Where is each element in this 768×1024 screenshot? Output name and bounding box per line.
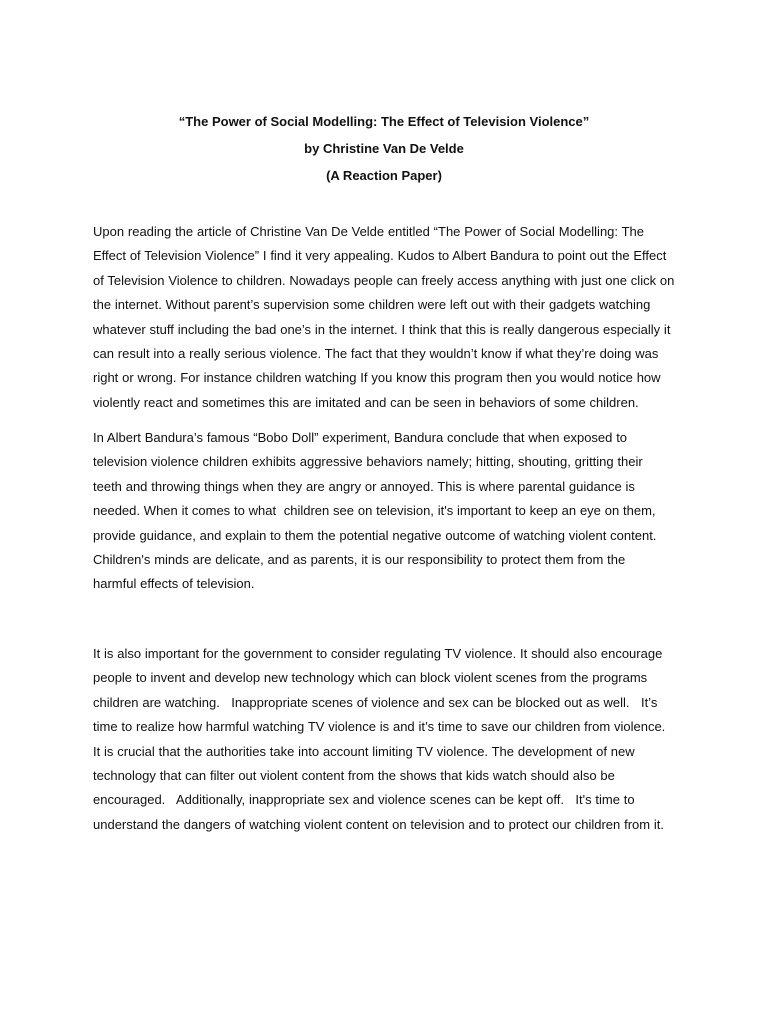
paragraph-1 [93,220,678,415]
text-line: of Television Violence to children. Nowadays people can freely access anything with just one click on [93,272,675,288]
title-block [0,113,768,194]
text-line: teeth and throwing things when they are angry or annoyed. This is where parental guidance is [93,478,635,494]
text-line: In Albert Bandura’s famous “Bobo Doll” experiment, Bandura conclude that when exposed to [93,430,628,445]
document-title: “The Power of Social Modelling: The Effect of Television Violence” [178,114,590,129]
text-line: Effect of Television Violence” I find it very appealing. Kudos to Albert Bandura to point out the Effect [93,248,667,264]
document-subtitle: (A Reaction Paper) [326,168,442,183]
text-line: understand the dangers of watching violent content on television and to protect our children from it. [93,816,665,832]
text-line: Children's minds are delicate, and as parents, it is our responsibility to protect them from the [93,551,626,567]
paragraph-3 [93,642,678,837]
text-line: television violence children exhibits aggressive behaviors namely; hitting, shouting, gritting their [93,454,643,470]
text-line: provide guidance, and explain to them the potential negative outcome of watching violent content. [93,527,657,543]
text-line: needed. When it comes to what children see on television, it's important to keep an eye on them, [93,503,656,519]
text-line: people to invent and develop new technology which can block violent scenes from the programs [93,670,648,686]
text-line: technology that can filter out violent content from the shows that kids watch should also be [93,767,615,783]
text-line: It is crucial that the authorities take into account limiting TV violence. The development of new [93,743,635,759]
text-line: children are watching. Inappropriate scenes of violence and sex can be blocked out as well. It’s [93,694,658,710]
text-line: time to realize how harmful watching TV violence is and it’s time to save our children from violence. [93,719,666,735]
text-line: encouraged. Additionally, inappropriate sex and violence scenes can be kept off. It's time to [93,792,635,808]
text-line: right or wrong. For instance children watching If you know this program then you would notice how [93,370,661,386]
paragraph-2 [93,426,678,597]
author-byline: by Christine Van De Velde [304,141,464,156]
text-line: Upon reading the article of Christine Van De Velde entitled “The Power of Social Modelling: The [93,224,644,239]
text-line: harmful effects of television. [93,576,255,592]
text-line: violently react and sometimes this are imitated and can be seen in behaviors of some children. [93,394,639,410]
text-line: can result into a really serious violence. The fact that they wouldn’t know if what they’re doing was [93,345,659,361]
text-line: whatever stuff including the bad one’s in the internet. I think that this is really dangerous especially it [93,321,671,337]
text-line: the internet. Without parent’s supervision some children were left out with their gadgets watching [93,297,651,313]
text-line: It is also important for the government to consider regulating TV violence. It should also encourage [93,646,663,661]
